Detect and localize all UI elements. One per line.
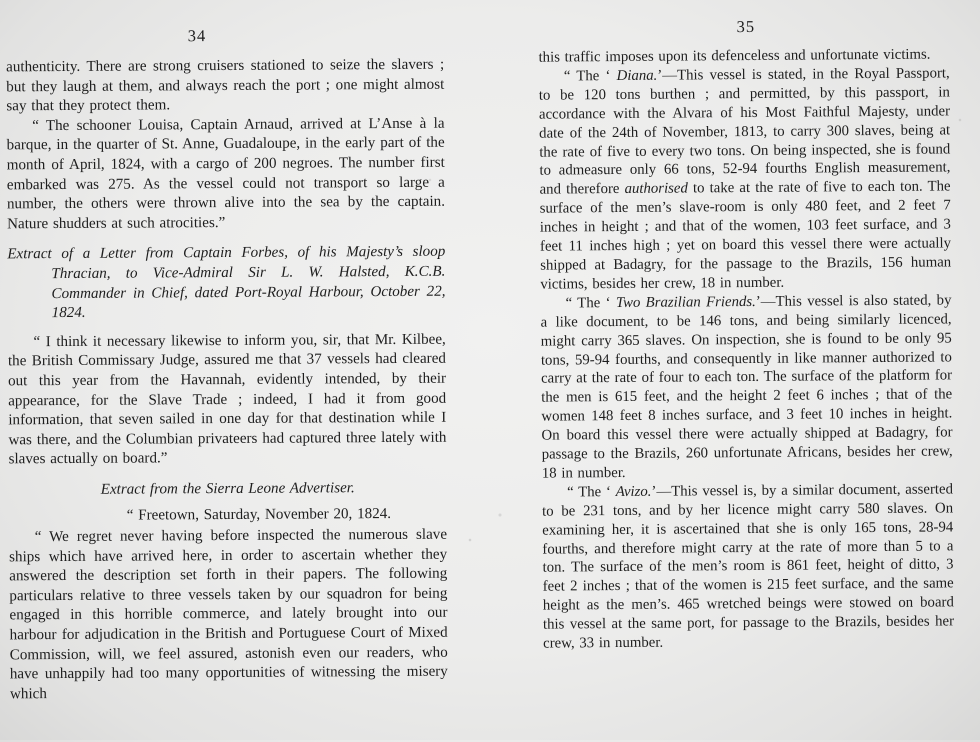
page-34 <box>6 0 449 741</box>
page-number-34: 34 <box>187 26 207 46</box>
text-run: ’—This vessel is, by a similar document, asserted to be 231 tons, and by her licence might carry 580 slaves. On examining her, it is ascertained that she is only 165 tons, 28-94 fourths, and therefore might carry at the rate of more than 5 to a ton. The surface of the men’s room is 861 feet, height of ditto, 3 feet 2 inches ; that of the women is 215 feet surface, and the same height as the men’s. 465 wretched beings were stowed on board this vessel at the same port, for passage to the Brazils, besides her crew, 33 in number. <box>542 481 955 652</box>
paragraph <box>9 505 447 527</box>
text-run: “ The ‘ <box>565 294 616 312</box>
paragraph <box>539 64 952 294</box>
italic-text-run: Avizo. <box>615 483 652 500</box>
paragraph <box>9 479 447 501</box>
text-run: Extract of a Letter from Captain Forbes, of his Majesty’s sloop Thracian, to Vice-Admiral Sir L. W. Halsted, K.C.B. Commander in Chief, dated Port-Royal Harbour, October 22, 1824. <box>7 244 446 322</box>
paragraph <box>6 114 445 234</box>
italic-text-run: Diana. <box>616 67 658 84</box>
paragraph <box>6 56 444 117</box>
paragraph <box>7 243 445 324</box>
text-run: ’—This vessel is also stated, by a like document, to be 146 tons, and being similarly licenced, might carry 365 slaves. On inspection, she is found to be only 95 tons, 59-94 fourths, and consequently in like manner authorized to carry at the rate of four to each ton. The surface of the platform for the men is 615 feet, and the height 2 feet 6 inches ; that of the women 148 feet 8 inches surface, and 3 feet 10 inches in height. On board this vessel there were actually shipped at Badagry, for passage to the Brazils, 260 unfortunate Africans, besides her crew, 18 in number. <box>540 292 953 482</box>
text-run: “ The schooner Louisa, Captain Arnaud, arrived at L’Anse à la barque, in the quarter of St. Anne, Guadaloupe, in the early part of the month of April, 1824, with a cargo of 200 negroes. The number first embarked was 275. As the vessel could not transport so large a number, the others were thrown alive into the sea by the captain. Nature shudders at such atrocities.” <box>6 115 446 233</box>
text-run: “ The ‘ <box>567 483 616 501</box>
text-run: “ The ‘ <box>563 67 617 85</box>
page-number-35: 35 <box>736 16 756 37</box>
page-34-text-block <box>6 56 448 705</box>
italic-text-run: Two Brazilian Friends. <box>615 293 756 311</box>
text-run: “ Freetown, Saturday, November 20, 1824. <box>126 506 392 525</box>
text-run: “ We regret never having before inspected the numerous slave ships which have arrived here, in order to ascertain whether they answered the description set forth in their papers. The following particulars relative to three vessels taken by our squadron for being engaged in this horrible commerce, and lately brought into our harbour for adjudication in the British and Portuguese Court of Mixed Commission, will, we feel assured, astonish even our readers, who have unhappily had too many opportunities of witnessing the misery which <box>9 526 448 703</box>
text-run: this traffic imposes upon its defenceless and unfortunate victims. <box>538 46 931 66</box>
text-run: ’—This vessel is stated, in the Royal Passport, to be 120 tons burthen ; and permitted, by this passport, in accordance with the Alvara of his Most Faithful Majesty, under date of the 24th of November, 1813, to carry 300 slaves, being at the rate of five to every two tons. On being inspected, she is found to admeasure only 66 tons, 52-94 fourths English measurement, and therefore <box>538 65 951 198</box>
text-run: “ I think it necessary likewise to inform you, sir, that Mr. Kilbee, the British Commissary Judge, assured me that 37 vessels had cleared out this year from the Havannah, evidently intended, by their appearance, for the Slave Trade ; indeed, I had it from good information, that seven sailed in one day for that destination while I was there, and the Columbian privateers had captured three lately with slaves actually on board.” <box>7 331 447 468</box>
italic-text-run: authorised <box>624 180 688 198</box>
text-run: authenticity. There are strong cruisers stationed to seize the slavers ; but they laugh at them, and always reach the port ; one might almost say that they protect them. <box>6 56 445 115</box>
paragraph <box>542 480 954 653</box>
paragraph <box>8 330 447 470</box>
page-35-text-block <box>538 45 954 653</box>
text-run: Extract from the Sierra Leone Advertiser. <box>100 480 355 498</box>
text-run: to take at the rate of five to each ton. The surface of the men’s slave-room is only 480 feet, and 2 feet 7 inches in height ; and that of the women, 103 feet surface, and 3 feet 11 inches high ; yet on board this vessel there were actually shipped at Badagry, for the passage to the Brazils, 156 human victims, besides her crew, 18 in number. <box>539 178 952 293</box>
page-35 <box>538 0 955 742</box>
paragraph <box>9 526 448 705</box>
paragraph <box>540 291 952 483</box>
